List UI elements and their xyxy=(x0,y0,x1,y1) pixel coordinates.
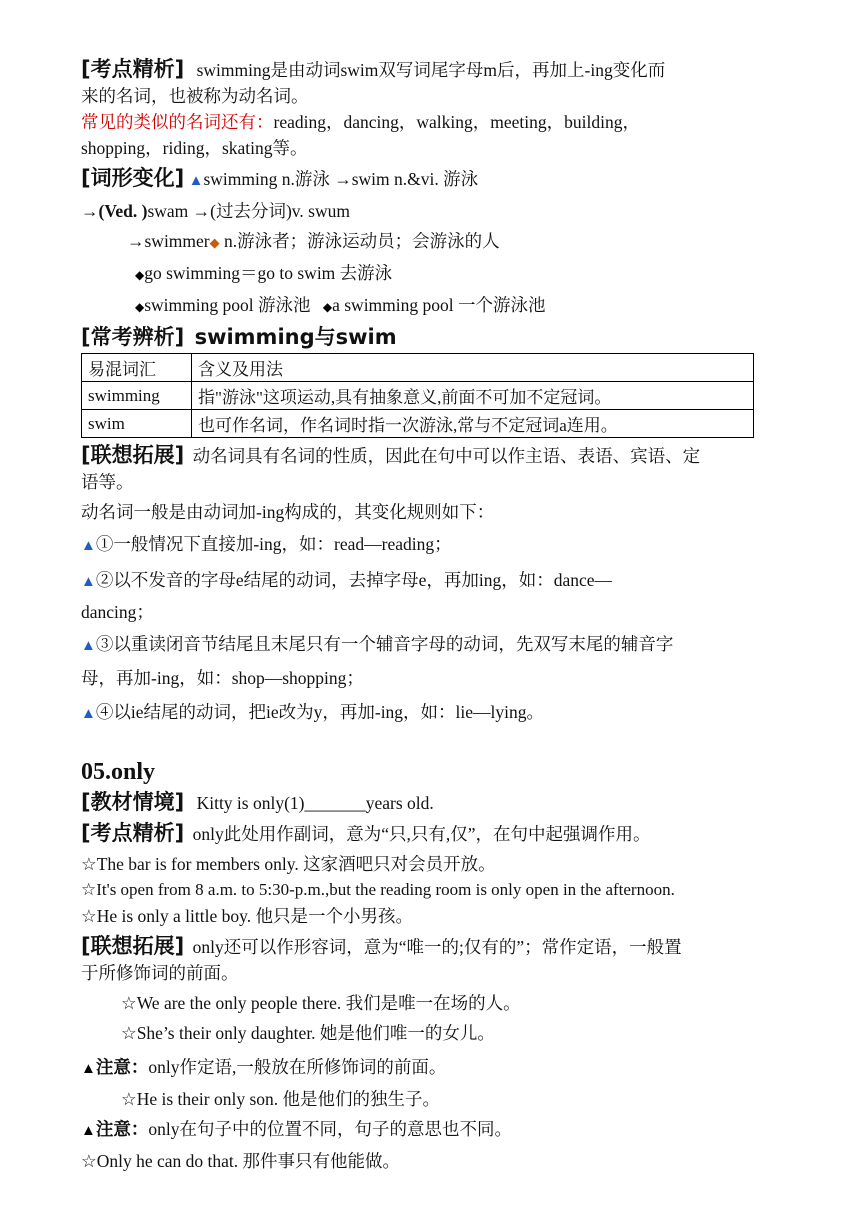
triangle-icon: ▲ xyxy=(81,574,96,590)
comparison-table xyxy=(81,353,754,438)
rule-4 xyxy=(81,699,781,727)
diamond-icon: ◆ xyxy=(322,300,333,314)
jiaocai-tag: [教材情境] xyxy=(81,790,185,814)
swimmer-meaning: n.游泳者；游泳运动员；会游泳的人 xyxy=(219,231,500,251)
kaodian-line-3 xyxy=(81,109,781,135)
a-swimming-pool-phrase: a swimming pool 一个游泳池 xyxy=(332,295,546,315)
note-2 xyxy=(81,1116,781,1144)
note-label: 注意： xyxy=(95,1119,149,1139)
rule-1 xyxy=(81,531,781,559)
lianxiang-text: only还可以作形容词，意为“唯一的;仅有的”；常作定语，一般置 xyxy=(192,937,682,957)
similar-nouns-list: reading，dancing，walking，meeting，building， xyxy=(273,112,640,132)
triangle-icon: ▲ xyxy=(81,1123,96,1139)
jiaocai-text: Kitty is only(1)_______years old. xyxy=(196,793,434,813)
triangle-icon: ▲ xyxy=(81,538,96,554)
rule-text: ①一般情况下直接加-ing，如：read—reading； xyxy=(95,534,452,554)
similar-nouns-label: 常见的类似的名词还有： xyxy=(81,112,274,132)
table-row xyxy=(82,410,754,438)
arrow-text: → xyxy=(81,201,99,221)
lianxiang-tag: [联想拓展] xyxy=(81,443,185,467)
lianxiang-line-2: 语等。 xyxy=(81,472,134,492)
swimming-pool-phrase: swimming pool 游泳池 xyxy=(144,295,311,315)
lianxiang-line-1 xyxy=(81,442,781,469)
example-sentence: ☆He is their only son. 他是他们的独生子。 xyxy=(121,1089,441,1109)
example-sentence: ☆It's open from 8 a.m. to 5:30-p.m.,but the reading room is only open in the afternoon. xyxy=(81,880,675,899)
table-cell: 指"游泳"这项运动,具有抽象意义,前面不可加不定冠词。 xyxy=(192,382,754,410)
example-sentence: ☆She’s their only daughter. 她是他们唯一的女儿。 xyxy=(121,1023,495,1043)
kaodian-line-1 xyxy=(81,56,781,83)
jiaocai-line xyxy=(81,789,781,816)
lianxiang-line-3: 动名词一般是由动词加-ing构成的，其变化规则如下： xyxy=(81,502,495,522)
example-sentence: ☆The bar is for members only. 这家酒吧只对会员开放。 xyxy=(81,854,496,874)
kaodian-line-4: shopping，riding，skating等。 xyxy=(81,138,308,158)
table-header-cell: 易混词汇 xyxy=(82,354,192,382)
ved-label: (Ved. ) xyxy=(98,201,148,221)
past-forms: swam →(过去分词)v. swum xyxy=(147,201,350,221)
rule-3 xyxy=(81,631,781,659)
table-cell: swimming xyxy=(82,382,192,410)
cixing-forms: swimming n.游泳 →swim n.&vi. 游泳 xyxy=(203,169,479,189)
bianxi-tag: [常考辨析] xyxy=(81,325,185,349)
rule-2-cont: dancing； xyxy=(81,602,154,622)
only-kaodian-line xyxy=(81,820,781,847)
table-row xyxy=(82,382,754,410)
triangle-icon: ▲ xyxy=(81,638,96,654)
note-1 xyxy=(81,1054,781,1082)
triangle-icon: ▲ xyxy=(81,1061,96,1077)
diamond-icon: ◆ xyxy=(209,235,220,250)
rule-text: ④以ie结尾的动词，把ie改为y，再加-ing，如：lie—lying。 xyxy=(95,702,545,722)
table-header-cell: 含义及用法 xyxy=(192,354,754,382)
example-sentence: ☆We are the only people there. 我们是唯一在场的人。 xyxy=(121,993,521,1013)
kaodian-text: only此处用作副词，意为“只,只有,仅”，在句中起强调作用。 xyxy=(192,824,651,844)
note-label: 注意： xyxy=(95,1057,149,1077)
only-lianxiang-line-1 xyxy=(81,933,781,960)
bianxi-title: swimming与swim xyxy=(194,325,397,349)
cixing-line-2 xyxy=(81,198,781,224)
rule-2 xyxy=(81,567,781,595)
only-lianxiang-line-2: 于所修饰词的前面。 xyxy=(81,963,239,983)
triangle-icon: ▲ xyxy=(188,173,204,189)
cixing-tag: [词形变化] xyxy=(81,166,185,190)
kaodian-text: swimming是由动词swim双写词尾字母m后，再加上-ing变化而 xyxy=(196,60,666,80)
example-sentence: ☆Only he can do that. 那件事只有他能做。 xyxy=(81,1151,400,1171)
cixing-line-5 xyxy=(81,292,781,320)
bianxi-heading xyxy=(81,324,781,351)
lianxiang-text: 动名词具有名词的性质，因此在句中可以作主语、表语、宾语、定 xyxy=(192,446,701,466)
cixing-line-3 xyxy=(81,228,781,256)
diamond-icon: ◆ xyxy=(135,300,145,314)
lianxiang-tag: [联想拓展] xyxy=(81,934,185,958)
example-sentence: ☆He is only a little boy. 他只是一个小男孩。 xyxy=(81,906,413,926)
rule-3-cont: 母，再加-ing，如：shop—shopping； xyxy=(81,668,364,688)
note-text: only作定语,一般放在所修饰词的前面。 xyxy=(148,1057,447,1077)
table-header-row xyxy=(82,354,754,382)
note-text: only在句子中的位置不同，句子的意思也不同。 xyxy=(148,1119,512,1139)
kaodian-tag: [考点精析] xyxy=(81,821,185,845)
table-cell: 也可作名词，作名词时指一次游泳,常与不定冠词a连用。 xyxy=(192,410,754,438)
table-cell: swim xyxy=(82,410,192,438)
triangle-icon: ▲ xyxy=(81,706,96,722)
swimmer-word: →swimmer xyxy=(127,231,210,251)
cixing-line-1 xyxy=(81,165,781,194)
rule-text: ③以重读闭音节结尾且末尾只有一个辅音字母的动词，先双写末尾的辅音字 xyxy=(95,634,674,654)
go-swimming-phrase: go swimming＝go to swim 去游泳 xyxy=(144,263,393,283)
rule-text: ②以不发音的字母e结尾的动词，去掉字母e，再加ing，如：dance— xyxy=(95,570,613,590)
diamond-icon: ◆ xyxy=(135,268,145,282)
cixing-line-4 xyxy=(81,260,781,288)
document-page xyxy=(81,56,781,1174)
kaodian-line-2: 来的名词，也被称为动名词。 xyxy=(81,86,309,106)
kaodian-tag: [考点精析] xyxy=(81,57,185,81)
section-title: 05.only xyxy=(81,759,156,785)
